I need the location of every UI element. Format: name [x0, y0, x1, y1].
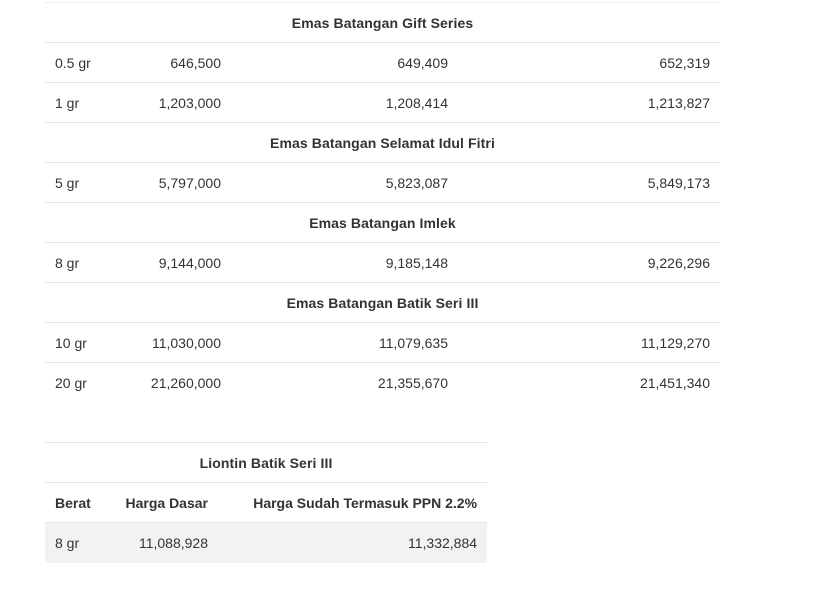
column-header-row: [45, 483, 487, 523]
weight-cell: 10 gr: [45, 323, 125, 363]
price-cell: 649,409: [231, 43, 458, 83]
table-row: [45, 363, 720, 403]
table-row: [45, 43, 720, 83]
table-row: [45, 83, 720, 123]
column-header-ppn-price: Harga Sudah Termasuk PPN 2.2%: [218, 483, 487, 523]
section-title-liontin: Liontin Batik Seri III: [45, 443, 487, 483]
base-price-cell: 646,500: [125, 43, 231, 83]
section-title-batik-seri-iii: Emas Batangan Batik Seri III: [45, 283, 720, 323]
base-price-cell: 11,030,000: [125, 323, 231, 363]
ppn-price-cell: 5,849,173: [458, 163, 720, 203]
section-header-row: [45, 3, 720, 43]
section-header-row: [45, 443, 487, 483]
weight-cell: 5 gr: [45, 163, 125, 203]
price-cell: 9,185,148: [231, 243, 458, 283]
section-header-row: [45, 283, 720, 323]
weight-cell: 8 gr: [45, 523, 107, 563]
ppn-price-cell: 9,226,296: [458, 243, 720, 283]
table-row: [45, 323, 720, 363]
base-price-cell: 9,144,000: [125, 243, 231, 283]
ppn-price-cell: 11,332,884: [218, 523, 487, 563]
table-row: [45, 243, 720, 283]
section-title-idul-fitri: Emas Batangan Selamat Idul Fitri: [45, 123, 720, 163]
ppn-price-cell: 11,129,270: [458, 323, 720, 363]
price-cell: 11,079,635: [231, 323, 458, 363]
table-row: [45, 523, 487, 563]
ppn-price-cell: 21,451,340: [458, 363, 720, 403]
price-cell: 1,208,414: [231, 83, 458, 123]
weight-cell: 0.5 gr: [45, 43, 125, 83]
section-title-imlek: Emas Batangan Imlek: [45, 203, 720, 243]
section-header-row: [45, 123, 720, 163]
liontin-price-table: [45, 442, 487, 563]
base-price-cell: 5,797,000: [125, 163, 231, 203]
section-title-gift-series: Emas Batangan Gift Series: [45, 3, 720, 43]
weight-cell: 1 gr: [45, 83, 125, 123]
ppn-price-cell: 652,319: [458, 43, 720, 83]
base-price-cell: 11,088,928: [107, 523, 218, 563]
ppn-price-cell: 1,213,827: [458, 83, 720, 123]
column-header-weight: Berat: [45, 483, 107, 523]
base-price-cell: 1,203,000: [125, 83, 231, 123]
weight-cell: 20 gr: [45, 363, 125, 403]
price-cell: 21,355,670: [231, 363, 458, 403]
column-header-base-price: Harga Dasar: [107, 483, 218, 523]
section-header-row: [45, 203, 720, 243]
base-price-cell: 21,260,000: [125, 363, 231, 403]
price-cell: 5,823,087: [231, 163, 458, 203]
weight-cell: 8 gr: [45, 243, 125, 283]
gold-price-table: [45, 2, 720, 403]
table-row: [45, 163, 720, 203]
